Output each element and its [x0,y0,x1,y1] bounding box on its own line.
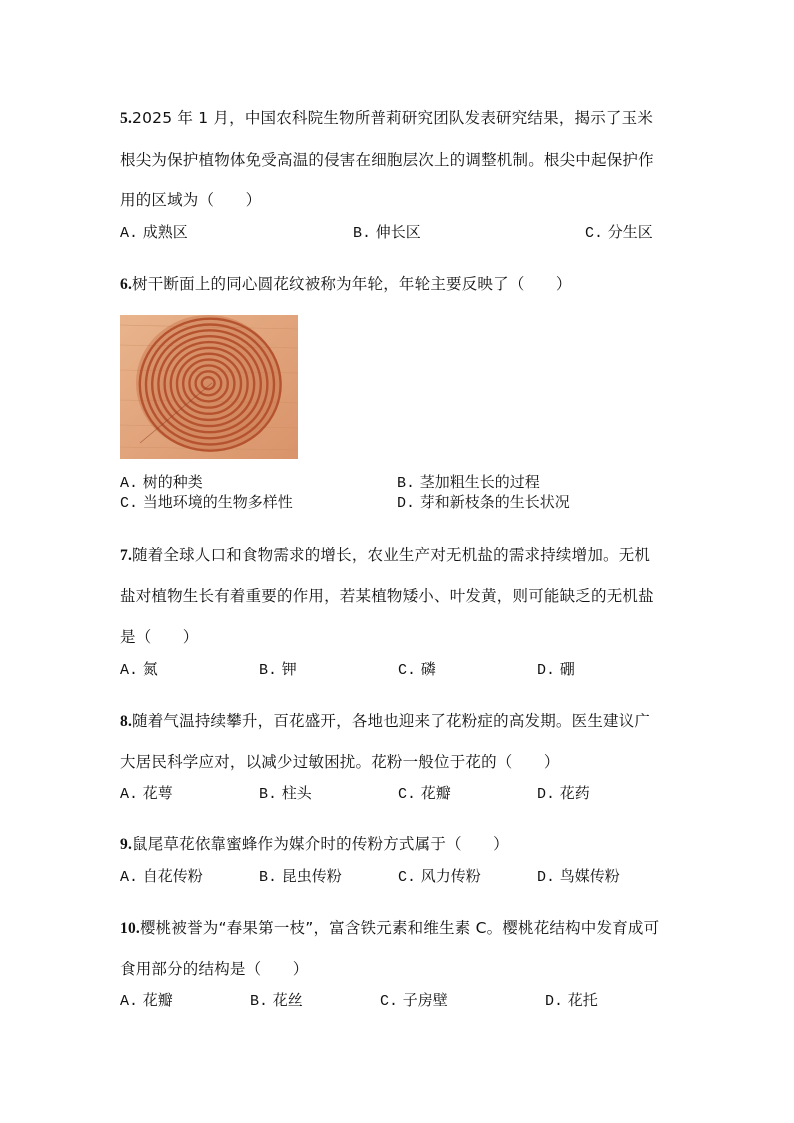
q7-number: 7. [120,547,133,564]
q10-option-d: D. 花托 [545,991,598,1010]
q7-option-c: C. 磷 [398,660,436,679]
q6-option-d: D. 芽和新枝条的生长状况 [397,493,570,512]
q6-option-b: B. 茎加粗生长的过程 [397,473,540,492]
q8-option-b: B. 柱头 [259,784,312,803]
q8-line-2: 大居民科学应对，以减少过敏困扰。花粉一般位于花的（ ） [120,753,560,771]
q8-option-c: C. 花瓣 [398,784,451,803]
q10-line-2: 食用部分的结构是（ ） [120,960,309,978]
q6-line-1: 6.树干断面上的同心圆花纹被称为年轮，年轮主要反映了（ ） [120,275,572,293]
q5-option-c: C. 分生区 [585,223,653,242]
q8-number: 8. [120,713,133,730]
q7-option-b: B. 钾 [259,660,297,679]
tree-ring-image [120,315,298,459]
q10-option-a: A. 花瓣 [120,991,173,1010]
q6-option-a: A. 树的种类 [120,473,203,492]
q7-line-2: 盐对植物生长有着重要的作用，若某植物矮小、叶发黄，则可能缺乏的无机盐 [120,587,654,605]
q7-option-d: D. 硼 [537,660,575,679]
q8-option-d: D. 花药 [537,784,590,803]
q5-line-2: 根尖为保护植物体免受高温的侵害在细胞层次上的调整机制。根尖中起保护作 [120,151,654,169]
q9-option-d: D. 鸟媒传粉 [537,867,620,886]
q10-option-c: C. 子房壁 [380,991,448,1010]
q9-option-c: C. 风力传粉 [398,867,481,886]
q7-line-3: 是（ ） [120,628,199,646]
q9-number: 9. [120,836,133,853]
q8-line-1: 8.随着气温持续攀升，百花盛开，各地也迎来了花粉症的高发期。医生建议广 [120,712,651,730]
q9-option-a: A. 自花传粉 [120,867,203,886]
q6-option-c: C. 当地环境的生物多样性 [120,493,293,512]
q5-line-1: 5.2025 年 1 月，中国农科院生物所普莉研究团队发表研究结果，揭示了玉米 [120,109,654,127]
q5-line-3: 用的区域为（ ） [120,191,262,209]
q10-line-1: 10.樱桃被誉为“春果第一枝”，富含铁元素和维生素 C。樱桃花结构中发育成可 [120,919,660,937]
q9-line-1: 9.鼠尾草花依靠蜜蜂作为媒介时的传粉方式属于（ ） [120,835,509,853]
q9-option-b: B. 昆虫传粉 [259,867,342,886]
q7-line-1: 7.随着全球人口和食物需求的增长，农业生产对无机盐的需求持续增加。无机 [120,546,651,564]
q5-option-b: B. 伸长区 [353,223,421,242]
q7-option-a: A. 氮 [120,660,158,679]
q5-number: 5. [120,110,133,127]
q6-number: 6. [120,276,133,293]
q10-option-b: B. 花丝 [250,991,303,1010]
q8-option-a: A. 花萼 [120,784,173,803]
q5-option-a: A. 成熟区 [120,223,188,242]
q10-number: 10. [120,920,140,937]
